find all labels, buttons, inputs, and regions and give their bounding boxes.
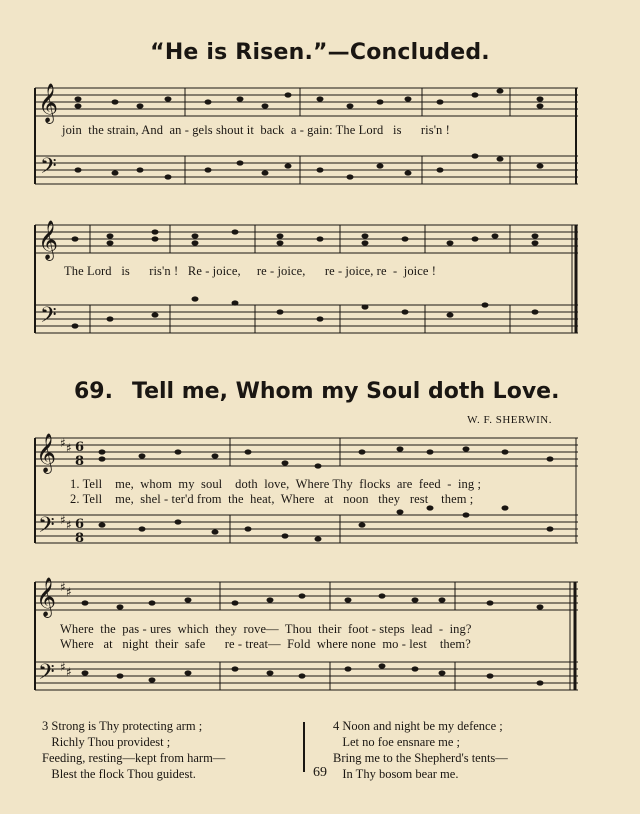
svg-text:𝄞: 𝄞: [36, 433, 57, 473]
verse-3-line: 3 Strong is Thy protecting arm ;: [42, 719, 203, 733]
lyric-line-6: Where at night their safe re - treat— Fold where none mo - lest them?: [60, 637, 471, 651]
svg-text:♯: ♯: [66, 518, 72, 532]
svg-text:𝄢: 𝄢: [38, 513, 55, 543]
lyric-line-4: 2. Tell me, shel - ter'd from the heat, Where at noon they rest them ;: [70, 492, 474, 506]
composer-credit: W. F. SHERWIN.: [467, 414, 552, 426]
svg-text:♯: ♯: [60, 660, 66, 674]
verse-4-line: 4 Noon and night be my defence ;: [333, 719, 503, 733]
music-system-2: [30, 215, 590, 345]
svg-text:♯: ♯: [60, 436, 66, 450]
verse-4-line: In Thy bosom bear me.: [333, 767, 459, 781]
svg-text:𝄢: 𝄢: [40, 303, 57, 333]
lyric-line-1: join the strain, And an - gels shout it back a - gain: The Lord is ris'n !: [62, 123, 450, 137]
svg-text:8: 8: [75, 454, 85, 469]
music-system-1: [30, 78, 590, 200]
verse-4-line: Let no foe ensnare me ;: [333, 735, 461, 749]
svg-text:𝄢: 𝄢: [40, 154, 57, 184]
verse-3-line: Richly Thou providest ;: [42, 735, 171, 749]
verse-4-line: Bring me to the Shepherd's tents—: [333, 751, 508, 765]
svg-text:6: 6: [75, 517, 85, 532]
svg-text:𝄞: 𝄞: [38, 220, 59, 260]
svg-text:♯: ♯: [66, 585, 72, 599]
svg-text:𝄞: 𝄞: [38, 83, 59, 123]
svg-text:8: 8: [75, 531, 85, 546]
lyric-line-2: The Lord is ris'n ! Re - joice, re - joice, re - joice, re - joice !: [64, 264, 437, 278]
svg-text:𝄢: 𝄢: [38, 660, 55, 690]
page-title: “He is Risen.”—Concluded.: [150, 40, 490, 65]
verse-3-line: Blest the flock Thou guidest.: [42, 767, 196, 781]
svg-text:𝄞: 𝄞: [36, 577, 57, 617]
hymn-number: 69.: [74, 379, 113, 404]
lyric-line-5: Where the pas - ures which they rove— Thou their foot - steps lead - ing?: [60, 622, 472, 636]
lyric-line-3: 1. Tell me, whom my soul doth love, Where Thy flocks are feed - ing ;: [70, 477, 482, 491]
svg-text:♯: ♯: [66, 441, 72, 455]
svg-text:♯: ♯: [66, 665, 72, 679]
svg-text:6: 6: [75, 440, 85, 455]
svg-text:♯: ♯: [60, 513, 66, 527]
verse-3-line: Feeding, resting—kept from harm—: [42, 751, 226, 765]
hymn-title: Tell me, Whom my Soul doth Love.: [132, 379, 560, 404]
page-number: 69: [313, 765, 327, 780]
svg-text:♯: ♯: [60, 580, 66, 594]
